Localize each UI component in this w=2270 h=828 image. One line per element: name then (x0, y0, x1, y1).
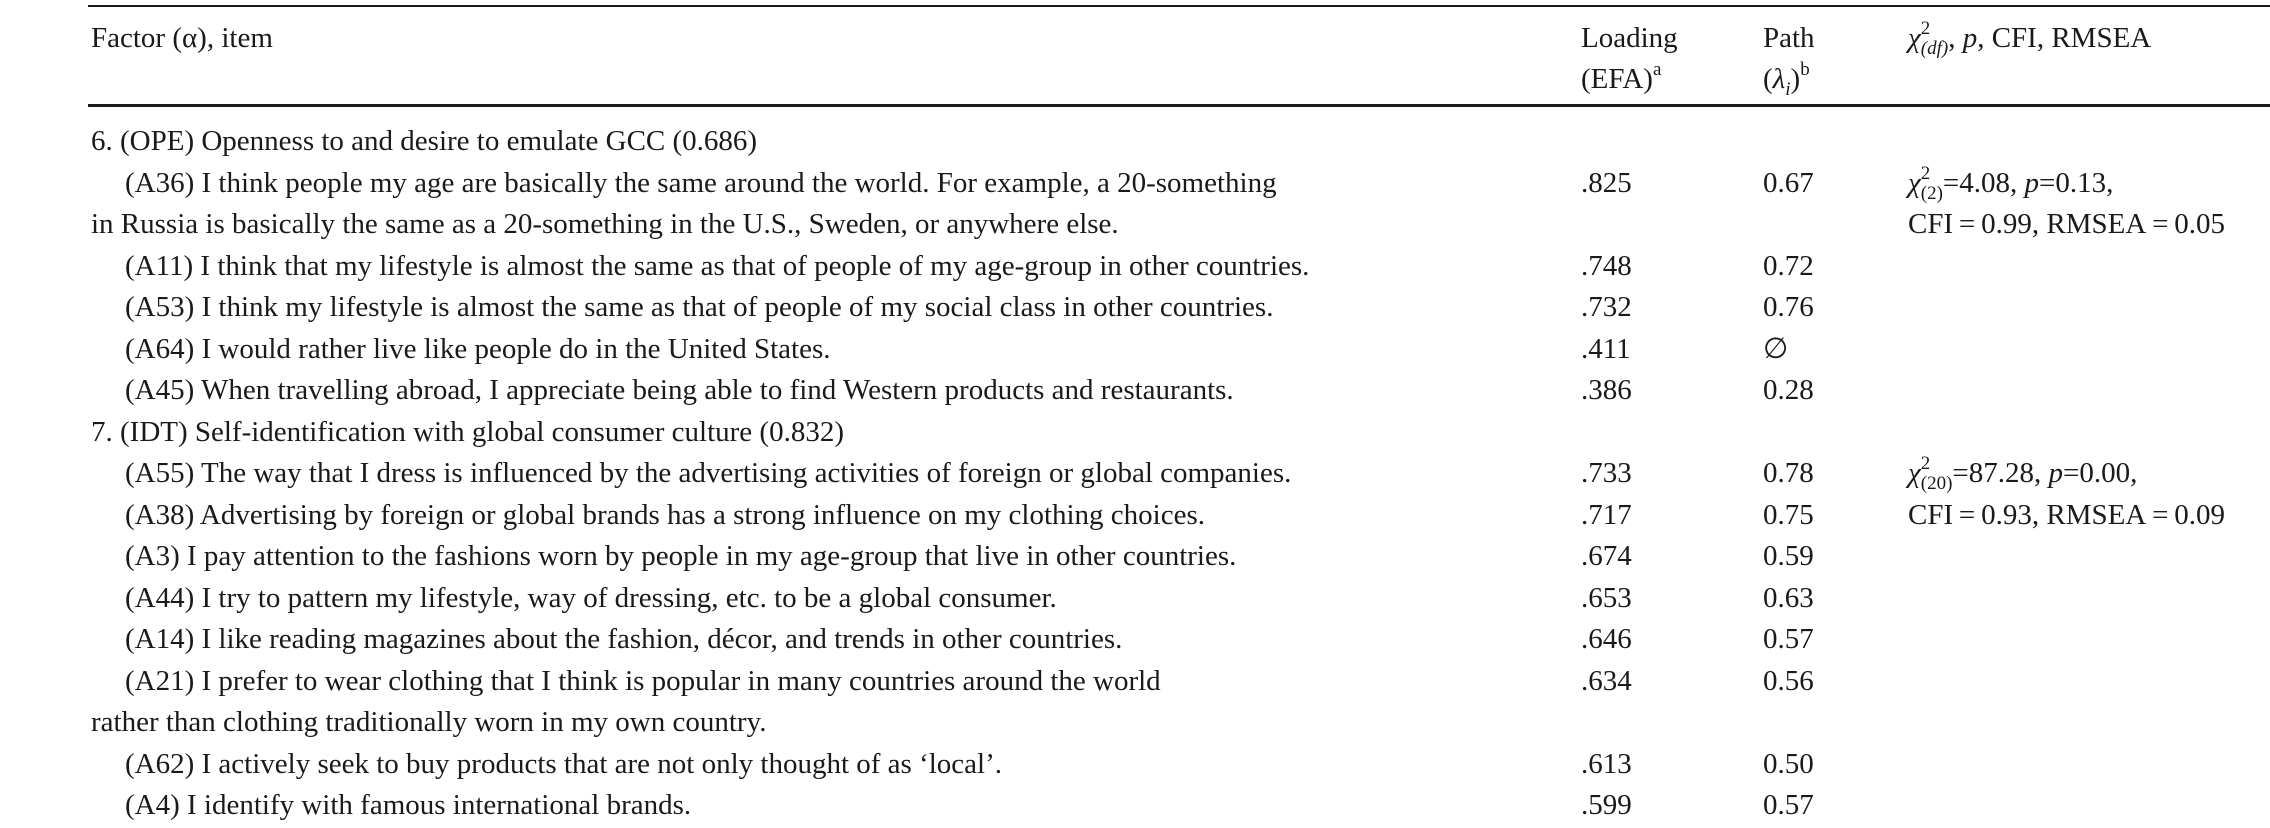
item-path: 0.67 (1763, 166, 1814, 199)
item-text: (A4) I identify with famous international brands. (125, 789, 692, 821)
header-path-line1: Path (1763, 22, 1815, 54)
table-header-rule (88, 104, 2270, 107)
factor-title: 6. (OPE) Openness to and desire to emulate GCC (0.686) (91, 125, 758, 157)
item-path: ∅ (1763, 332, 1789, 365)
item-text: (A62) I actively seek to buy products that are not only thought of as ‘local’. (125, 747, 1003, 780)
header-path-line2 (1763, 59, 1810, 101)
item-loading: .386 (1581, 374, 1632, 406)
fit-line1 (1908, 453, 2137, 495)
factor-title: 7. (IDT) Self-identification with global consumer culture (0.832) (91, 415, 844, 448)
header-path-lambda: λ (1772, 63, 1786, 95)
item-path: 0.59 (1763, 540, 1814, 572)
item-text: (A53) I think my lifestyle is almost the same as that of people of my social class in other countries. (125, 291, 1274, 323)
item-path: 0.78 (1763, 457, 1814, 489)
item-loading: .411 (1581, 332, 1631, 365)
header-loading-footnote: a (1652, 59, 1662, 80)
item-path: 0.28 (1763, 374, 1814, 406)
item-text: (A11) I think that my lifestyle is almost the same as that of people of my age-group in other countries. (125, 249, 1310, 282)
header-fit-sep: , (1948, 22, 1963, 54)
item-loading: .653 (1581, 581, 1632, 614)
item-path: 0.72 (1763, 249, 1814, 282)
item-text: (A44) I try to pattern my lifestyle, way of dressing, etc. to be a global consumer. (125, 581, 1057, 614)
item-loading: .733 (1581, 457, 1632, 489)
header-factor-item: Factor (α), item (91, 22, 273, 54)
item-text: (A38) Advertising by foreign or global brands has a strong influence on my clothing choices. (125, 498, 1206, 531)
item-path: 0.75 (1763, 498, 1814, 531)
fit-p-value: =0.00, (2063, 457, 2138, 489)
fit-line2: CFI = 0.93, RMSEA = 0.09 (1908, 498, 2225, 531)
fit-line1 (1908, 163, 2113, 205)
fit-chi: χ (1908, 166, 1921, 199)
item-loading: .646 (1581, 623, 1632, 655)
header-loading-label: (EFA) (1581, 63, 1653, 95)
item-loading: .613 (1581, 747, 1632, 780)
item-path: 0.76 (1763, 291, 1814, 323)
fit-p-label: p (2048, 457, 2064, 489)
header-fit-chi-sup: 2 (1920, 18, 1931, 39)
fit-chi-sup: 2 (1920, 453, 1931, 474)
header-fit (1908, 18, 2151, 60)
item-loading: .599 (1581, 789, 1632, 821)
header-loading-line2 (1581, 59, 1661, 101)
fit-chi-value: =87.28, (1952, 457, 2049, 489)
header-path-footnote: b (1800, 59, 1810, 80)
item-text: (A45) When travelling abroad, I appreciate being able to find Western products and restaurants. (125, 374, 1234, 406)
item-path: 0.57 (1763, 623, 1814, 655)
header-path-subscript: i (1785, 79, 1791, 100)
header-loading-line1: Loading (1581, 22, 1678, 54)
item-loading: .825 (1581, 166, 1632, 199)
header-fit-rest: , CFI, RMSEA (1977, 22, 2152, 54)
item-text-continued: rather than clothing traditionally worn in my own country. (91, 706, 767, 738)
item-loading: .717 (1581, 498, 1632, 531)
fit-p-label: p (2024, 166, 2040, 199)
item-path: 0.57 (1763, 789, 1814, 821)
fit-chi-sub: (20) (1920, 473, 1953, 494)
item-text-continued: in Russia is basically the same as a 20-something in the U.S., Sweden, or anywhere else. (91, 208, 1119, 240)
item-loading: .634 (1581, 664, 1632, 697)
table-top-rule (88, 5, 2270, 7)
item-path: 0.63 (1763, 581, 1814, 614)
item-path: 0.56 (1763, 664, 1814, 697)
item-path: 0.50 (1763, 747, 1814, 780)
item-loading: .748 (1581, 249, 1632, 282)
header-fit-chi-sub: (df) (1920, 38, 1949, 59)
header-path-open: ( (1763, 63, 1773, 95)
fit-chi-sub: (2) (1920, 182, 1943, 204)
fit-p-value: =0.13, (2039, 166, 2114, 199)
fit-chi: χ (1908, 457, 1921, 489)
item-text: (A64) I would rather live like people do in the United States. (125, 332, 831, 365)
item-loading: .732 (1581, 291, 1632, 323)
item-text: (A36) I think people my age are basically the same around the world. For example, a 20-something (125, 166, 1277, 199)
item-text: (A21) I prefer to wear clothing that I think is popular in many countries around the world (125, 664, 1161, 697)
header-fit-p: p (1962, 22, 1978, 54)
item-text: (A14) I like reading magazines about the fashion, décor, and trends in other countries. (125, 623, 1123, 655)
header-path-close: ) (1790, 63, 1801, 95)
fit-line2: CFI = 0.99, RMSEA = 0.05 (1908, 208, 2225, 240)
fit-chi-sup: 2 (1920, 162, 1931, 184)
item-text: (A55) The way that I dress is influenced by the advertising activities of foreign or global companies. (125, 457, 1292, 489)
header-fit-chi: χ (1908, 22, 1921, 54)
item-text: (A3) I pay attention to the fashions worn by people in my age-group that live in other countries. (125, 540, 1237, 572)
fit-chi-value: =4.08, (1942, 166, 2025, 199)
item-loading: .674 (1581, 540, 1632, 572)
